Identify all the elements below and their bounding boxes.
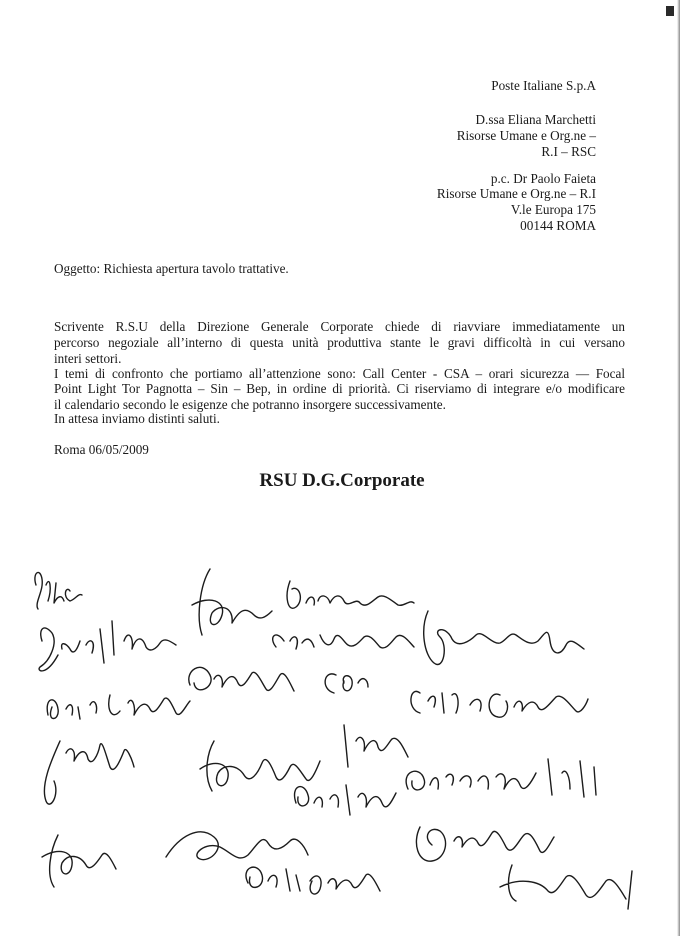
cc-line-1: p.c. Dr Paolo Faieta (490, 171, 596, 186)
body-p1-line-2: percorso negoziale all’interno di questa unità produttiva stante le gravi difficoltà in cui versano (54, 335, 625, 350)
signature-12 (200, 741, 320, 791)
handwritten-signatures (0, 545, 680, 936)
signature-10 (411, 691, 588, 717)
signature-1 (35, 572, 82, 609)
body-p2-line-3: il calendario secondo le esigenze che potranno insorgere successivamente. (54, 397, 446, 412)
recipient-company: Poste Italiane S.p.A (491, 78, 596, 93)
body-p1-line-3: interi settori. (54, 351, 122, 366)
body-p2-line-2: Point Light Tor Pagnotta – Sin – Bep, in ordine di priorità. Ci riserviamo di integrare e/o modificare (54, 381, 625, 396)
signature-4 (287, 581, 414, 608)
recipient-addressee-unit: R.I – RSC (541, 144, 596, 159)
signature-13 (344, 725, 408, 767)
recipient-addressee-name: D.ssa Eliana Marchetti (475, 112, 596, 127)
signature-6 (424, 611, 584, 665)
signature-9 (325, 674, 368, 693)
body-closing: In attesa inviamo distinti saluti. (54, 411, 220, 426)
signature-7 (47, 695, 190, 719)
signature-16 (166, 832, 308, 860)
subject-line: Oggetto: Richiesta apertura tavolo trattative. (54, 261, 289, 276)
signature-18 (416, 827, 554, 861)
signature-20 (500, 865, 632, 909)
signature-8 (189, 667, 294, 691)
signatures-area (0, 545, 680, 936)
body-p2-line-1: I temi di confronto che portiamo all’attenzione sono: Call Center - CSA – orari sicurezza — Focal (54, 366, 625, 381)
signature-17 (295, 785, 396, 815)
signature-2 (39, 621, 176, 671)
signatory-title: RSU D.G.Corporate (259, 470, 425, 491)
cc-line-4: 00144 ROMA (520, 218, 596, 233)
body-p1-line-1: Scrivente R.S.U della Direzione Generale Corporate chiede di riavviare immediatamente un (54, 319, 625, 334)
place-date: Roma 06/05/2009 (54, 442, 149, 457)
signature-15 (42, 835, 116, 887)
cc-line-3: V.le Europa 175 (510, 202, 596, 217)
signature-14 (406, 759, 596, 797)
scan-corner-mark (666, 6, 674, 16)
cc-line-2: Risorse Umane e Org.ne – R.I (436, 186, 596, 201)
signature-3 (192, 569, 272, 635)
signature-11 (44, 741, 134, 804)
recipient-addressee-dept: Risorse Umane e Org.ne – (456, 128, 596, 143)
signature-5 (273, 635, 414, 649)
signature-19 (246, 867, 380, 894)
